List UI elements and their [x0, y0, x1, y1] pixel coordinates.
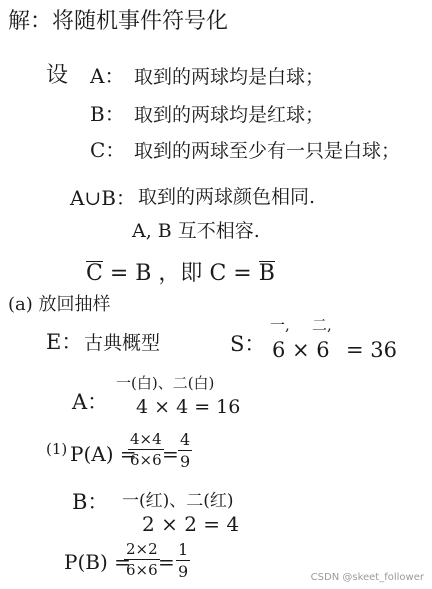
- pa-result-den: 9: [180, 452, 191, 471]
- s-label: S：: [230, 332, 266, 356]
- b-count-expr: 2 × 2 = 4: [142, 512, 240, 536]
- event-b-text: 取到的两球均是红球；: [134, 104, 325, 126]
- pa-lhs: P(A) =: [70, 442, 137, 466]
- pb-numerator: 2×2: [126, 540, 158, 558]
- pb-equals: =: [158, 550, 175, 574]
- union-label: A∪B：: [70, 186, 136, 210]
- csdn-watermark: CSDN @skeet_follower: [310, 572, 424, 583]
- s-result: = 36: [346, 338, 397, 362]
- union-text: 取到的两球颜色相同.: [138, 186, 316, 208]
- pb-result-num: 1: [178, 540, 189, 559]
- s-top-1: 一,: [270, 316, 290, 334]
- a-count-label: A：: [72, 390, 109, 414]
- e-label: E：: [46, 330, 83, 354]
- pb-result-fraction: [176, 540, 190, 581]
- s-top-2: 二,: [312, 316, 332, 334]
- e-text: 古典概型: [84, 332, 161, 354]
- event-b-label: B：: [90, 102, 125, 126]
- pa-result-num: 4: [180, 430, 191, 449]
- event-c-text: 取到的两球至少有一只是白球；: [134, 140, 401, 162]
- solution-title: 解：将随机事件符号化: [8, 9, 229, 34]
- mutually-exclusive-note: A, B 互不相容.: [132, 220, 260, 242]
- pa-result-fraction: [178, 430, 192, 471]
- pb-result-den: 9: [178, 562, 189, 581]
- event-a-label: A：: [90, 64, 125, 88]
- pb-denominator: 6×6: [126, 561, 158, 579]
- pa-numerator: 4×4: [130, 430, 162, 448]
- pa-equals: =: [162, 442, 179, 466]
- c-bar: C: [86, 261, 103, 286]
- pb-fraction: [124, 540, 160, 579]
- s-expression: 6 × 6: [272, 338, 330, 362]
- event-a-text: 取到的两球均是白球；: [134, 66, 325, 88]
- complement-rhs: C =: [209, 261, 252, 286]
- complement-line: [86, 256, 275, 287]
- pa-marker: (1): [46, 440, 68, 458]
- b-count-top: 一(红)、二(红): [122, 491, 234, 511]
- define-intro: 设: [46, 63, 69, 88]
- a-count-top: 一(白)、二(白): [116, 374, 215, 392]
- complement-eq: = B ，即: [109, 261, 203, 286]
- event-c-label: C：: [90, 138, 126, 162]
- pa-fraction: [128, 430, 164, 469]
- b-count-label: B：: [72, 490, 109, 514]
- part-a-heading: (a) 放回抽样: [8, 294, 111, 315]
- pa-denominator: 6×6: [130, 451, 162, 469]
- a-count-expr: 4 × 4 = 16: [136, 396, 241, 418]
- b-bar: B: [258, 261, 275, 286]
- pb-lhs: P(B) =: [64, 550, 131, 574]
